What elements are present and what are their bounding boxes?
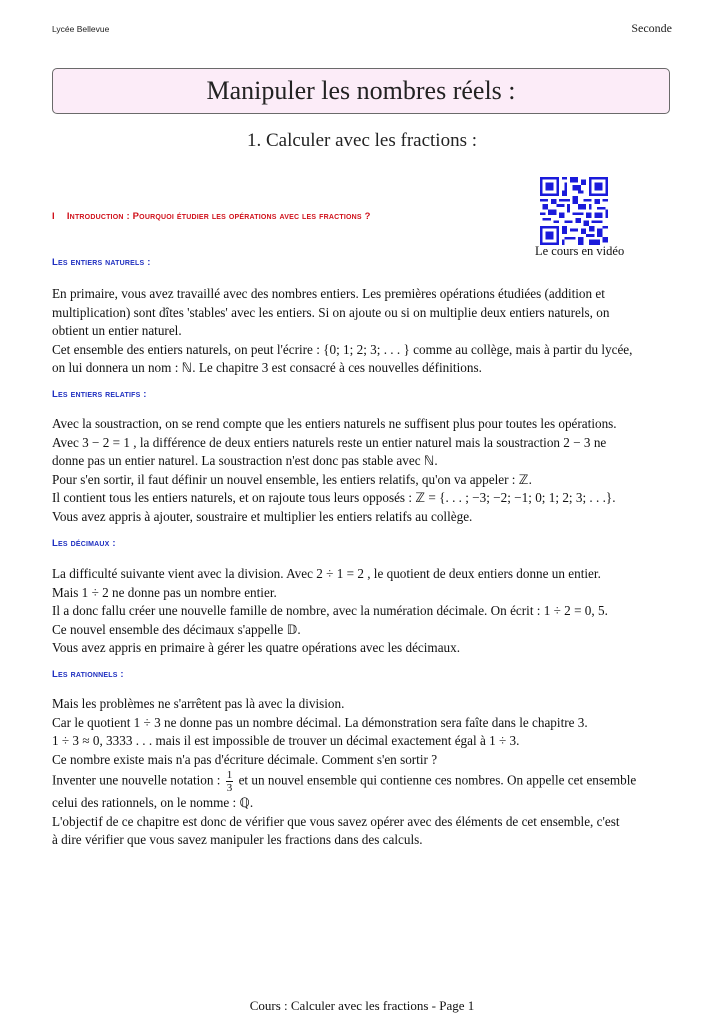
qr-caption: Le cours en vidéo (535, 244, 625, 258)
text-line: Vous avez appris en primaire à gérer les quatre opérations avec les décimaux. (52, 640, 461, 655)
text-line: Pour s'en sortir, il faut définir un nouvel ensemble, les entiers relatifs, qu'on va appeler : ℤ. (52, 471, 532, 487)
chapter-subtitle: 1. Calculer avec les fractions : (246, 130, 477, 151)
text-line: Car le quotient 1 ÷ 3 ne donne pas un nombre décimal. La démonstration sera faîte dans le chapitre 3. (52, 714, 588, 730)
text-line: Mais 1 ÷ 2 ne donne pas un nombre entier. (52, 584, 277, 600)
notation-before: Inventer une nouvelle notation : (52, 772, 221, 788)
text-line: donne pas un entier naturel. La soustraction n'est donc pas stable avec ℕ. (52, 453, 438, 468)
section-title-text: Introduction : Pourquoi étudier les opérations avec les fractions ? (66, 211, 371, 222)
fraction-one-third (226, 769, 234, 794)
subheading-entiers-relatifs: Les entiers relatifs : (52, 389, 147, 400)
subheading-decimaux: Les décimaux : (52, 538, 116, 549)
text-line: obtient un entier naturel. (52, 323, 182, 338)
text-line: Ce nombre existe mais n'a pas d'écriture décimale. Comment s'en sortir ? (52, 751, 438, 767)
school-name: Lycée Bellevue (52, 24, 110, 34)
notation-line (52, 769, 674, 794)
fraction-denominator: 3 (226, 782, 233, 794)
text-line: à dire vérifier que vous savez manipuler les fractions dans des calculs. (52, 832, 423, 847)
text-line: Avec la soustraction, on se rend compte que les entiers naturels ne suffisent plus pour toutes les opérations. (52, 416, 617, 431)
notation-after: et un nouvel ensemble qui contienne ces nombres. On appelle cet ensemble (238, 772, 637, 788)
qr-code-icon[interactable] (540, 177, 608, 245)
class-level: Seconde (631, 21, 672, 35)
paragraph-rationnels (52, 695, 674, 850)
text-line: 1 ÷ 3 ≈ 0, 3333 . . . mais il est impossible de trouver un décimal exactement égal à 1 ÷ 3. (52, 733, 520, 748)
text-line: L'objectif de ce chapitre est donc de vérifier que vous savez opérer avec des éléments de cet ensemble, c'est (52, 813, 620, 829)
fraction-numerator: 1 (226, 769, 233, 781)
paragraph-entiers-relatifs (52, 415, 674, 526)
text-line: Il a donc fallu créer une nouvelle famille de nombre, avec la numération décimale. On écrit : 1 ÷ 2 = 0, 5. (52, 603, 608, 618)
paragraph-decimaux (52, 565, 674, 658)
text-line: Mais les problèmes ne s'arrêtent pas là avec la division. (52, 696, 345, 711)
page-footer: Cours : Calculer avec les fractions - Page 1 (249, 998, 475, 1013)
section-number: I (52, 211, 55, 222)
text-line: on lui donnera un nom : ℕ. Le chapitre 3 est consacré à ces nouvelles définitions. (52, 360, 482, 375)
text-line: Ce nouvel ensemble des décimaux s'appelle 𝔻. (52, 621, 301, 637)
paragraph-entiers-naturels (52, 285, 674, 378)
text-line: celui des rationnels, on le nomme : ℚ. (52, 795, 254, 810)
text-line: multiplication) sont dîtes 'stables' avec les entiers. Si on ajoute ou si on multiplie deux entiers naturels, on (52, 304, 610, 320)
text-line: Il contient tous les entiers naturels, et on rajoute tous leurs opposés : ℤ = {. . . ; −3; −2; −1; 0; 1; 2; 3; . . .}. (52, 490, 616, 505)
page-title: Manipuler les nombres réels : (206, 76, 516, 105)
text-line: Avec 3 − 2 = 1 , la différence de deux entiers naturels reste un entier naturel mais la soustraction 2 − 3 ne (52, 434, 607, 450)
text-line: La difficulté suivante vient avec la division. Avec 2 ÷ 1 = 2 , le quotient de deux entiers donne un entier. (52, 566, 601, 581)
subheading-entiers-naturels: Les entiers naturels : (52, 257, 151, 268)
title-box (52, 68, 670, 114)
section-heading (52, 211, 371, 222)
text-line: En primaire, vous avez travaillé avec des nombres entiers. Les premières opérations étudiées (addition et (52, 286, 605, 301)
subheading-rationnels: Les rationnels : (52, 669, 124, 680)
text-line: Cet ensemble des entiers naturels, on peut l'écrire : {0; 1; 2; 3; . . . } comme au collège, mais à partir du lycée, (52, 341, 633, 357)
text-line: Vous avez appris à ajouter, soustraire et multiplier les entiers relatifs au collège. (52, 508, 473, 524)
